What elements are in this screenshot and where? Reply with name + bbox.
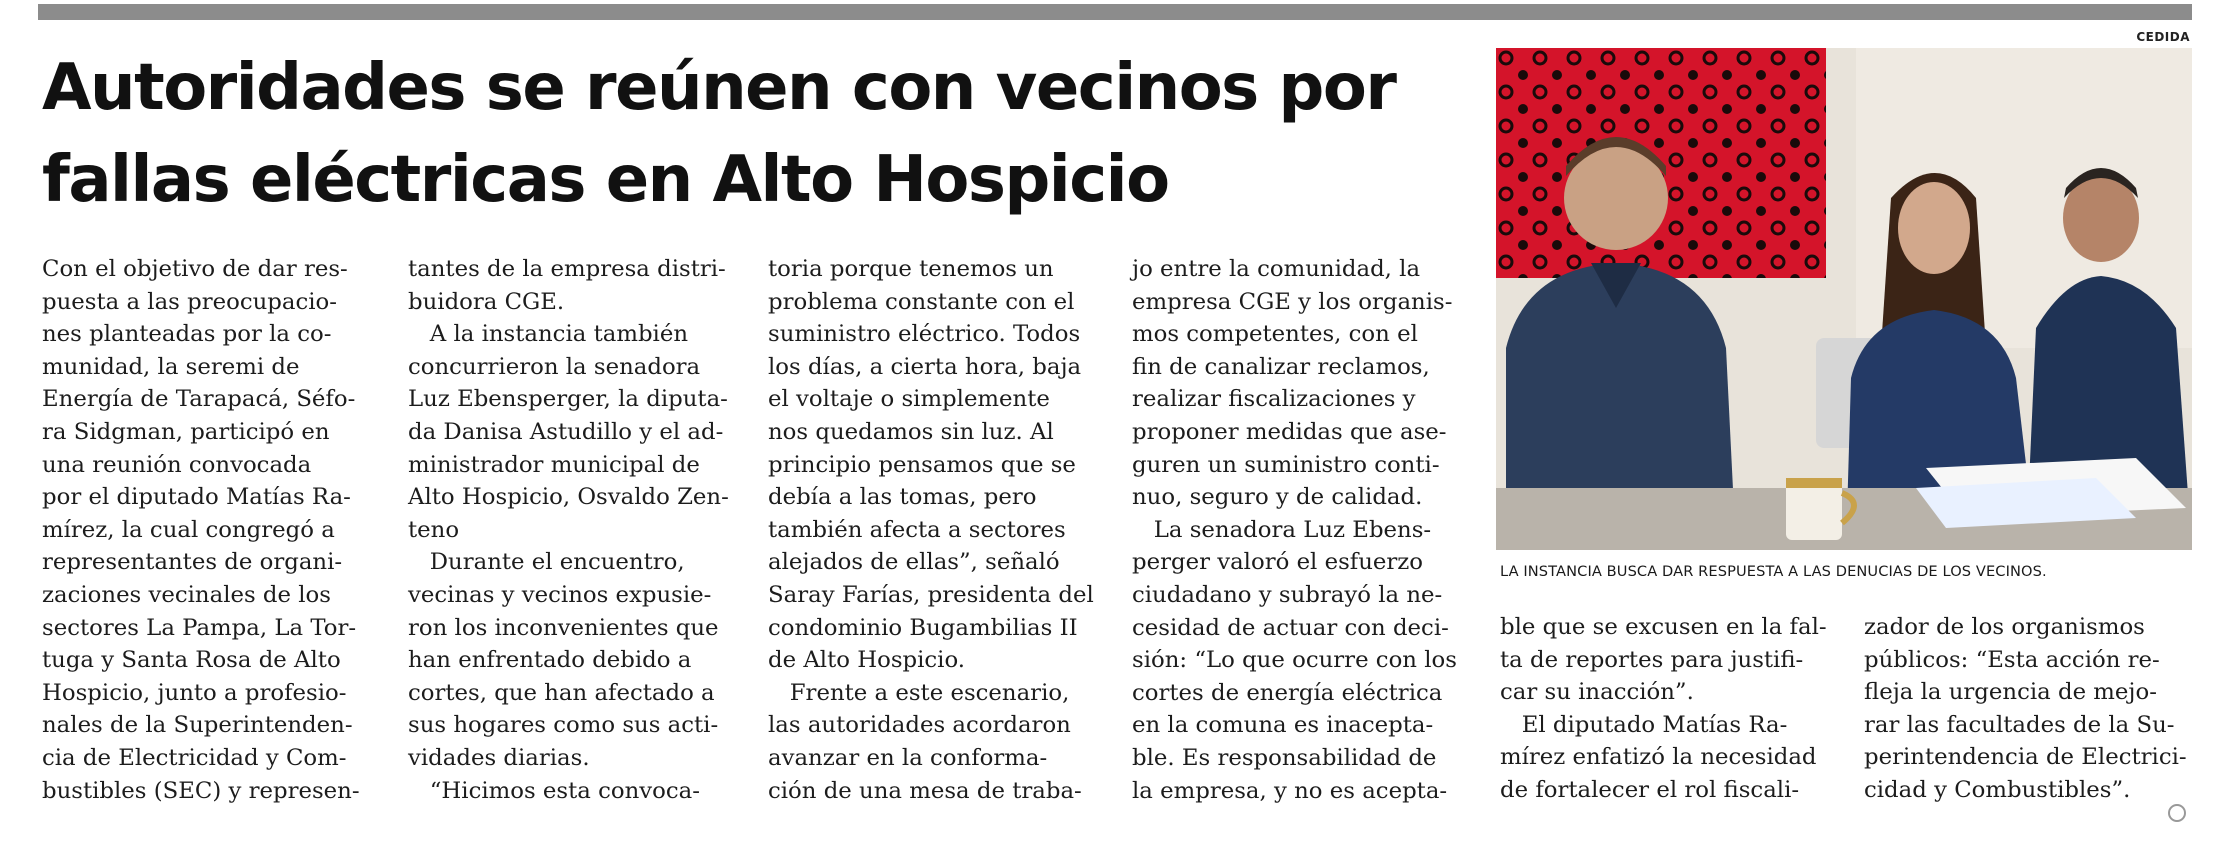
article-column-3 — [768, 253, 1098, 807]
article-line: ron los inconvenientes que — [408, 614, 719, 641]
article-line: munidad, la seremi de — [42, 353, 300, 380]
article-line: El diputado Matías Ra- — [1500, 711, 1788, 738]
article-line: concurrieron la senadora — [408, 353, 701, 380]
article-line: A la instancia también — [408, 321, 689, 348]
article-line: de Alto Hospicio. — [768, 647, 966, 674]
article-line: car su inacción”. — [1500, 679, 1694, 706]
article-line: tuga y Santa Rosa de Alto — [42, 647, 341, 674]
article-line: fin de canalizar reclamos, — [1132, 353, 1430, 380]
article-line: zaciones vecinales de los — [42, 581, 331, 608]
article-line: zador de los organismos — [1864, 614, 2145, 640]
article-line: ra Sidgman, participó en — [42, 418, 330, 445]
article-line: toria porque tenemos un — [768, 256, 1054, 282]
article-line: Frente a este escenario, — [768, 679, 1070, 706]
article-line: las autoridades acordaron — [768, 712, 1071, 739]
article-line: cia de Electricidad y Com- — [42, 744, 347, 771]
article-line: mírez enfatizó la necesidad — [1500, 744, 1817, 771]
article-line: realizar fiscalizaciones y — [1132, 386, 1416, 413]
article-line: cortes, que han afectado a — [408, 679, 715, 706]
article-line: nuo, seguro y de calidad. — [1132, 484, 1423, 511]
article-line: nes planteadas por la co- — [42, 321, 332, 348]
article-line: ble. Es responsabilidad de — [1132, 744, 1437, 771]
article-line: La senadora Luz Ebens- — [1132, 516, 1432, 543]
article-column-4 — [1132, 253, 1462, 807]
article-line: Luz Ebensperger, la diputa- — [408, 386, 728, 413]
article-line: Con el objetivo de dar res- — [42, 256, 348, 282]
article-line: “Hicimos esta convoca- — [408, 777, 700, 804]
article-line: de fortalecer el rol fiscali- — [1500, 776, 1800, 803]
article-line: suministro eléctrico. Todos — [768, 321, 1081, 348]
article-line: cortes de energía eléctrica — [1132, 679, 1443, 706]
article-line: tantes de la empresa distri- — [408, 256, 726, 282]
article-line: representantes de organi- — [42, 549, 343, 576]
article-line: nos quedamos sin luz. Al — [768, 418, 1054, 445]
article-line: vidades diarias. — [408, 744, 590, 771]
article-line: sión: “Lo que ocurre con los — [1132, 647, 1457, 674]
article-line: los días, a cierta hora, baja — [768, 353, 1082, 380]
article-line: guren un suministro conti- — [1132, 451, 1440, 478]
article-line: buidora CGE. — [408, 288, 565, 315]
article-line: rar las facultades de la Su- — [1864, 711, 2175, 738]
article-line: bustibles (SEC) y represen- — [42, 777, 360, 804]
article-photo — [1496, 48, 2192, 550]
article-line: teno — [408, 516, 460, 543]
article-line: sus hogares como sus acti- — [408, 712, 719, 739]
article-line: avanzar en la conforma- — [768, 744, 1048, 771]
article-column-5 — [1500, 611, 1830, 807]
article-line: públicos: “Esta acción re- — [1864, 646, 2160, 673]
article-column-2 — [408, 253, 738, 807]
article-line: fleja la urgencia de mejo- — [1864, 679, 2157, 706]
article-line: debía a las tomas, pero — [768, 484, 1037, 511]
article-column-6 — [1864, 611, 2194, 807]
photo-credit: CEDIDA — [2136, 30, 2190, 44]
article-line: Durante el encuentro, — [408, 549, 685, 576]
end-of-article-icon — [2168, 804, 2186, 822]
article-line: también afecta a sectores — [768, 516, 1066, 543]
article-line: Alto Hospicio, Osvaldo Zen- — [408, 484, 729, 511]
article-line: ción de una mesa de traba- — [768, 777, 1082, 804]
article-line: cidad y Combustibles”. — [1864, 776, 2131, 803]
article-line: Saray Farías, presidenta del — [768, 581, 1094, 608]
top-rule — [38, 4, 2192, 20]
article-line: ciudadano y subrayó la ne- — [1132, 581, 1443, 608]
article-line: ministrador municipal de — [408, 451, 700, 478]
article-line: mos competentes, con el — [1132, 321, 1418, 348]
article-line: vecinas y vecinos expusie- — [408, 581, 712, 608]
article-line: nales de la Superintenden- — [42, 712, 353, 739]
article-line: mírez, la cual congregó a — [42, 516, 335, 543]
article-line: perintendencia de Electrici- — [1864, 744, 2187, 771]
article-line: Hospicio, junto a profesio- — [42, 679, 347, 706]
article-line: el voltaje o simplemente — [768, 386, 1050, 413]
article-line: proponer medidas que ase- — [1132, 418, 1447, 445]
article-line: puesta a las preocupacio- — [42, 288, 337, 315]
article-line: condominio Bugambilias II — [768, 614, 1078, 641]
article-line: alejados de ellas”, señaló — [768, 549, 1060, 576]
article-line: la empresa, y no es acepta- — [1132, 777, 1448, 804]
article-line: por el diputado Matías Ra- — [42, 484, 351, 511]
article-line: Energía de Tarapacá, Séfo- — [42, 386, 356, 413]
article-line: empresa CGE y los organis- — [1132, 288, 1453, 315]
article-line: ble que se excusen en la fal- — [1500, 614, 1827, 640]
photo-illustration — [1496, 48, 2192, 550]
article-line: sectores La Pampa, La Tor- — [42, 614, 357, 641]
article-line: da Danisa Astudillo y el ad- — [408, 418, 724, 445]
article-line: una reunión convocada — [42, 451, 312, 478]
article-column-1 — [42, 253, 372, 807]
article-line: jo entre la comunidad, la — [1132, 256, 1421, 282]
article-line: ta de reportes para justifi- — [1500, 646, 1804, 673]
article-line: han enfrentado debido a — [408, 647, 692, 674]
article-line: perger valoró el esfuerzo — [1132, 549, 1424, 576]
photo-caption: LA INSTANCIA BUSCA DAR RESPUESTA A LAS DENUCIAS DE LOS VECINOS. — [1500, 563, 2047, 580]
article-line: en la comuna es inacepta- — [1132, 712, 1434, 739]
article-line: problema constante con el — [768, 288, 1075, 315]
article-line: cesidad de actuar con deci- — [1132, 614, 1449, 641]
article-line: principio pensamos que se — [768, 451, 1076, 478]
headline: Autoridades se reúnen con vecinos por fallas eléctricas en Alto Hospicio — [42, 51, 1396, 217]
